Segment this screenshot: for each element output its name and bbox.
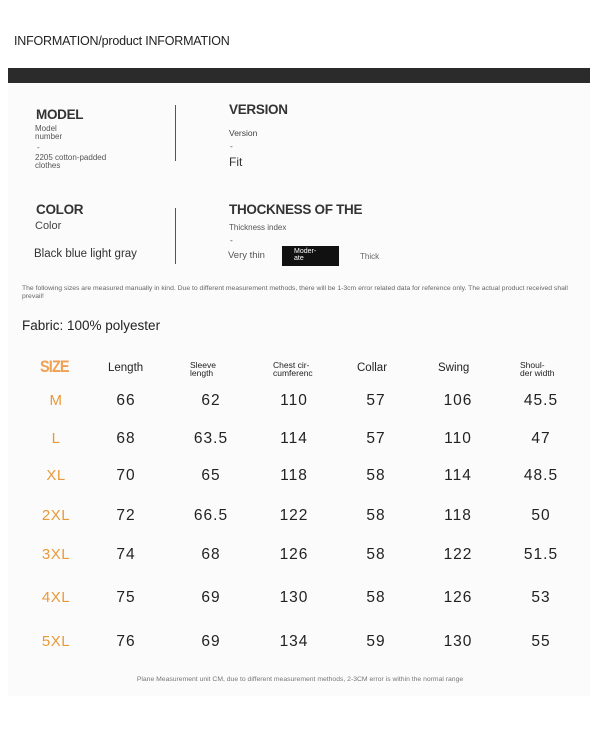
length-cell: 66 (116, 392, 136, 409)
swing-cell: 114 (444, 467, 472, 484)
chest-cell: 126 (279, 546, 309, 563)
collar-column-header: Collar (357, 362, 388, 374)
length-cell: 74 (116, 546, 136, 563)
length-column-header: Length (108, 362, 144, 374)
chest-column-header-2: cumferenc (273, 368, 313, 378)
thickness-option-moderate-selected (282, 246, 339, 266)
length-cell: 68 (116, 430, 136, 447)
swing-cell: 126 (443, 589, 473, 606)
size-cell: L (51, 430, 61, 447)
collar-cell: 57 (366, 392, 386, 409)
chest-cell: 122 (279, 507, 309, 524)
swing-cell: 110 (444, 430, 472, 447)
sleeve-cell: 62 (201, 392, 221, 409)
thickness-option-very-thin: Very thin (228, 250, 265, 261)
color-divider (175, 208, 176, 264)
model-dash: - (37, 143, 40, 152)
fabric-info: Fabric: 100% polyester (22, 318, 161, 333)
chest-cell: 118 (280, 467, 308, 484)
shoulder-cell: 53 (531, 589, 551, 606)
version-dash: - (230, 141, 233, 151)
collar-cell: 58 (366, 507, 386, 524)
sleeve-cell: 63.5 (193, 430, 229, 447)
size-cell: 4XL (41, 589, 71, 606)
size-cell: M (49, 392, 63, 409)
shoulder-cell: 48.5 (523, 467, 559, 484)
sleeve-column-header-2: length (190, 368, 214, 378)
measurement-note: The following sizes are measured manually in kind. Due to different measurement methods, there will be 1-3cm error related data for reference only. The actual product received shall prevail! (22, 285, 568, 300)
shoulder-cell: 50 (531, 507, 551, 524)
shoulder-cell: 51.5 (523, 546, 559, 563)
color-sublabel: Color (35, 220, 62, 232)
shoulder-column-header-2: der width (520, 368, 555, 378)
chest-column-header: Chest cir- (273, 360, 310, 370)
shoulder-column-header: Shoul- (520, 360, 545, 370)
thickness-selected-line2: ate (294, 255, 304, 262)
page-title: INFORMATION/product INFORMATION (14, 34, 230, 48)
sleeve-cell: 69 (201, 633, 221, 650)
collar-cell: 58 (366, 546, 386, 563)
color-label: COLOR (36, 202, 84, 217)
sleeve-cell: 66.5 (193, 507, 229, 524)
thickness-option-thick: Thick (360, 252, 380, 261)
length-cell: 72 (116, 507, 136, 524)
collar-cell: 59 (366, 633, 386, 650)
size-cell: XL (46, 467, 66, 484)
model-sublabel: Model (35, 124, 57, 133)
chest-cell: 114 (280, 430, 308, 447)
shoulder-cell: 55 (531, 633, 551, 650)
chest-cell: 130 (279, 589, 309, 606)
length-cell: 76 (116, 633, 136, 650)
swing-cell: 106 (443, 392, 473, 409)
shoulder-cell: 47 (531, 430, 551, 447)
color-value: Black blue light gray (34, 248, 137, 260)
length-cell: 70 (116, 467, 136, 484)
length-cell: 75 (116, 589, 136, 606)
size-cell: 5XL (41, 633, 71, 650)
swing-cell: 122 (443, 546, 473, 563)
chest-cell: 134 (279, 633, 309, 650)
swing-column-header: Swing (438, 362, 470, 374)
model-value-2: clothes (35, 161, 61, 170)
version-value: Fit (229, 155, 243, 169)
sleeve-cell: 68 (201, 546, 221, 563)
model-sublabel-2: number (35, 132, 63, 141)
version-label: VERSION (229, 102, 288, 117)
swing-cell: 118 (444, 507, 472, 524)
thickness-sublabel: Thickness index (229, 223, 287, 232)
thickness-selected-line1: Moder- (294, 248, 317, 255)
model-label: MODEL (36, 107, 84, 122)
thickness-dash: - (230, 235, 233, 245)
swing-cell: 130 (443, 633, 473, 650)
chest-cell: 110 (280, 392, 308, 409)
header-divider-bar (8, 68, 590, 83)
sleeve-column-header: Sleeve (190, 360, 216, 370)
sleeve-cell: 69 (201, 589, 221, 606)
size-column-header: SIZE (40, 357, 69, 376)
size-cell: 3XL (41, 546, 71, 563)
shoulder-cell: 45.5 (523, 392, 559, 409)
thickness-label: THOCKNESS OF THE (229, 202, 363, 217)
version-sublabel: Version (229, 128, 258, 138)
model-value: 2205 cotton-padded (35, 153, 107, 162)
size-cell: 2XL (41, 507, 71, 524)
collar-cell: 58 (366, 467, 386, 484)
sleeve-cell: 65 (201, 467, 221, 484)
collar-cell: 57 (366, 430, 386, 447)
model-divider (175, 105, 176, 161)
collar-cell: 58 (366, 589, 386, 606)
footer-note: Plane Measurement unit CM, due to different measurement methods, 2-3CM error is within the normal range (136, 676, 464, 683)
